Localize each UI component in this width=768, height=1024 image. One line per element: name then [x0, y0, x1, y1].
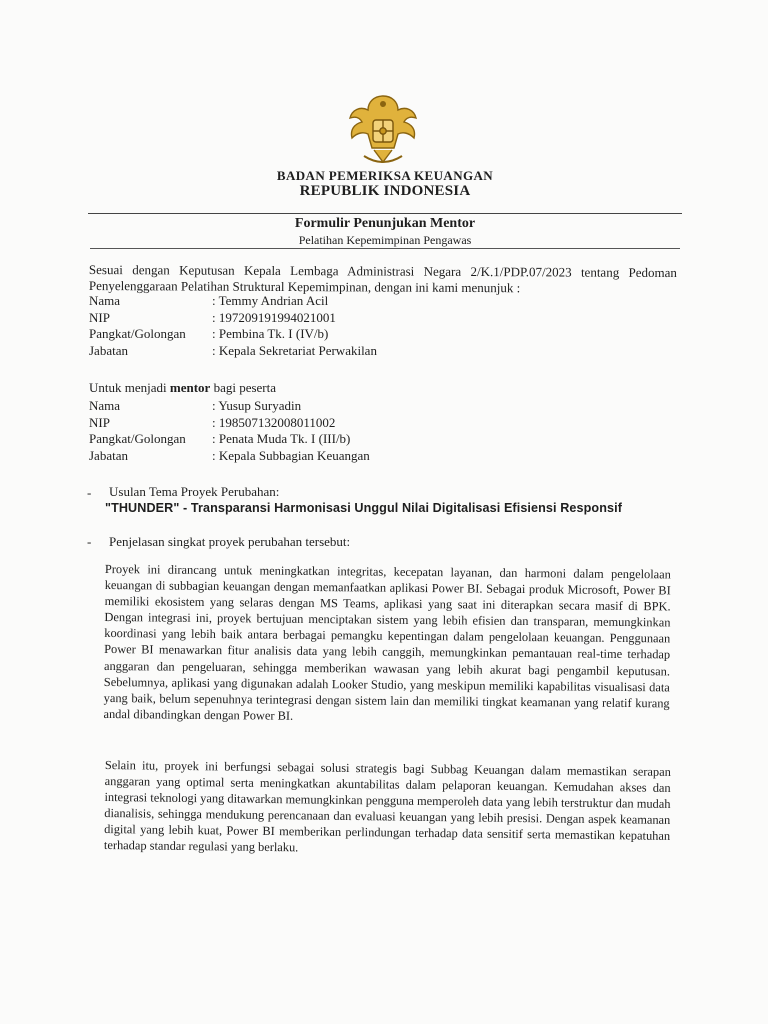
- project-paragraph-1: Proyek ini dirancang untuk meningkatkan integritas, kecepatan layanan, dan harmoni dalam pengelolaan keuangan di subbagian keuangan dengan memanfaatkan aplikasi Power BI. Sebagai produk Microsoft, Power BI memiliki ekosistem yang selaras dengan MS Teams, aplikasi yang saat ini diterapkan secara masif di BPK. Dengan integrasi ini, proyek bertujuan menciptakan sistem yang lebih efisien dan transparan, memungkinkan koordinasi yang lebih baik antara berbagai pemangku kepentingan dalam pengelolaan keuangan. Penggunaan Power BI menawarkan fitur analisis data yang lebih canggih, memungkinkan pemantauan real-time terhadap anggaran dan pengeluaran, sehingga memberikan wawasan yang lebih akurat bagi pengambil keputusan. Sebelumnya, aplikasi yang digunakan adalah Looker Studio, yang meskipun memiliki kapabilitas visualisasi data yang baik, belum sepenuhnya terintegrasi dengan sistem lain dan memiliki tingkat keamanan yang relatif kurang andal dibandingkan dengan Power BI.: [103, 561, 671, 723]
- participant-intro-suffix: bagi peserta: [210, 380, 277, 395]
- participant-rank-row: [89, 431, 509, 448]
- mentor-nip: : 197209191994021001: [212, 309, 336, 325]
- project-paragraph-2: Selain itu, proyek ini berfungsi sebagai solusi strategis bagi Subbag Keuangan dalam memastikan serapan anggaran yang optimal serta meningkatkan akuntabilitas dalam pelaporan keuangan. Kemudahan akses dan integrasi teknologi yang ditawarkan memungkinkan pengguna memperoleh data yang lebih terstruktur dan mudah dianalisis, sehingga mendukung perencanaan dan evaluasi keuangan yang lebih presisi. Dengan aspek keamanan digital yang lebih kuat, Power BI memberikan perlindungan terhadap data sensitif serta memastikan kepatuhan terhadap standar regulasi yang berlaku.: [103, 757, 671, 855]
- mentor-position: : Kepala Sekretariat Perwakilan: [212, 342, 377, 358]
- project-theme-title: "THUNDER" - Transparansi Harmonisasi Unggul Nilai Digitalisasi Efisiensi Responsif: [105, 501, 623, 515]
- participant-nip-row: [89, 415, 509, 432]
- mentor-fields: [89, 293, 509, 359]
- participant-intro: [89, 380, 276, 396]
- participant-position-row: [89, 448, 509, 465]
- mentor-rank: : Pembina Tk. I (IV/b): [212, 326, 329, 341]
- field-label: Nama: [89, 293, 121, 308]
- participant-nip: : 198507132008011002: [212, 414, 336, 430]
- mentor-position-row: [89, 343, 509, 360]
- participant-fields: [89, 398, 509, 464]
- field-label: NIP: [89, 414, 110, 430]
- org-name: BADAN PEMERIKSA KEUANGAN: [276, 168, 494, 183]
- field-label: Jabatan: [89, 342, 128, 358]
- header-divider-top: [88, 213, 682, 214]
- mentor-rank-row: [89, 326, 509, 343]
- bullet-marker: -: [87, 485, 92, 500]
- field-label: Pangkat/Golongan: [89, 326, 186, 341]
- intro-paragraph: Sesuai dengan Keputusan Kepala Lembaga Administrasi Negara 2/K.1/PDP.07/2023 tentang Pedoman Penyelenggaraan Pelatihan Struktural Kepemimpinan, dengan ini kami menunjuk :: [88, 262, 677, 296]
- form-title: Formulir Penunjukan Mentor: [294, 216, 476, 231]
- bullet-marker: -: [87, 534, 92, 549]
- participant-position: : Kepala Subbagian Keuangan: [212, 447, 370, 463]
- project-explanation-label: Penjelasan singkat proyek perubahan tersebut:: [109, 534, 351, 549]
- field-label: Pangkat/Golongan: [89, 431, 186, 446]
- garuda-emblem-icon: [346, 92, 420, 170]
- org-country: REPUBLIK INDONESIA: [299, 183, 471, 199]
- field-label: NIP: [89, 309, 110, 325]
- mentor-name-row: [89, 293, 509, 310]
- participant-intro-bold: mentor: [169, 380, 211, 395]
- field-label: Jabatan: [89, 447, 128, 463]
- mentor-nip-row: [89, 310, 509, 327]
- header-divider-bottom: [90, 248, 680, 249]
- mentor-name: : Temmy Andrian Acil: [212, 293, 329, 308]
- participant-name-row: [89, 398, 509, 415]
- participant-name: : Yusup Suryadin: [212, 398, 302, 413]
- project-theme-label: Usulan Tema Proyek Perubahan:: [109, 484, 280, 499]
- participant-rank: : Penata Muda Tk. I (III/b): [212, 431, 351, 446]
- form-subtitle: Pelatihan Kepemimpinan Pengawas: [298, 233, 472, 247]
- participant-intro-prefix: Untuk menjadi: [89, 380, 170, 395]
- field-label: Nama: [89, 398, 121, 413]
